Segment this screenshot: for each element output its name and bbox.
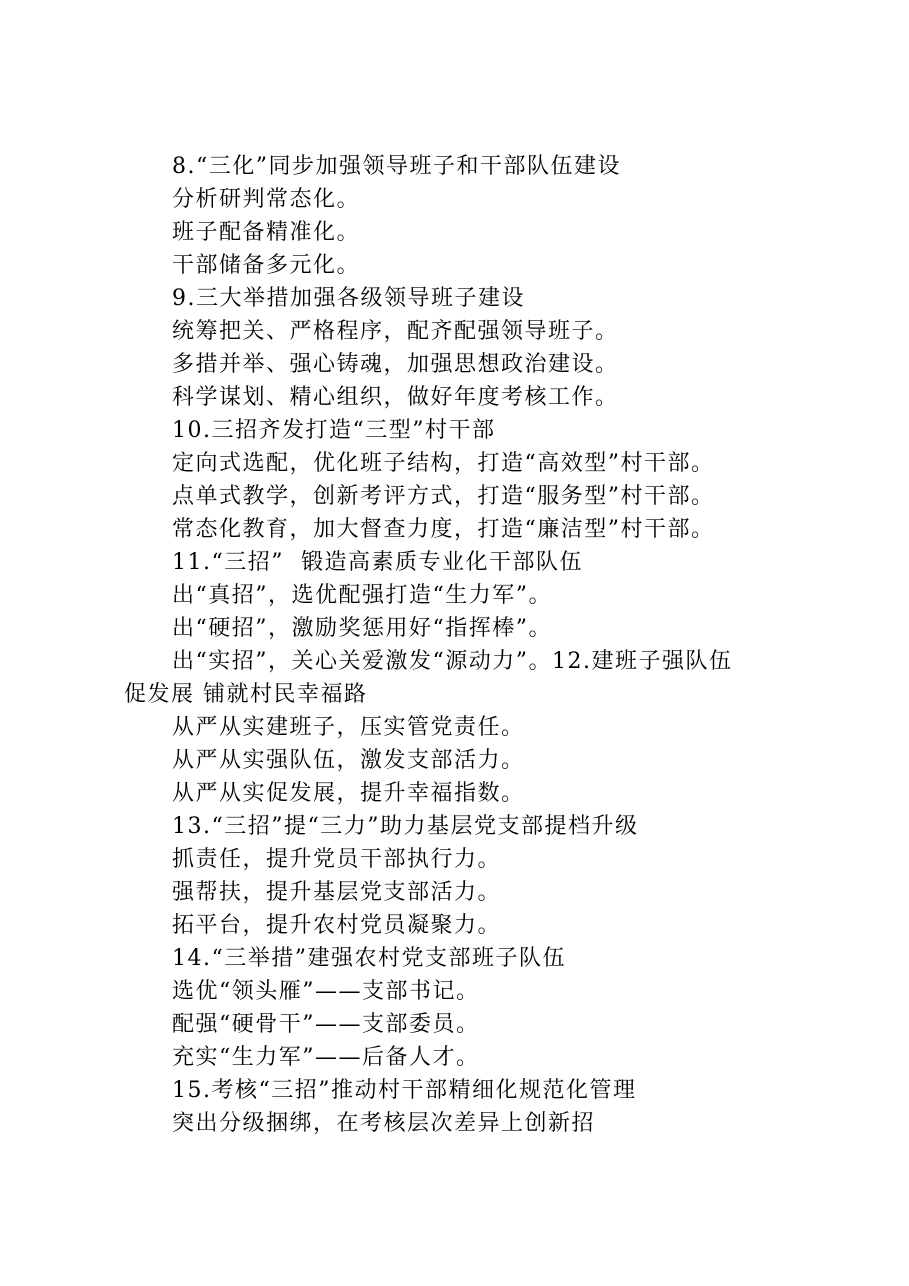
text-line: 定向式选配，优化班子结构，打造“高效型”村干部。 [172, 451, 715, 476]
text-line: 拓平台，提升农村党员凝聚力。 [172, 913, 502, 938]
text-line-with-heading-12: 出“实招”，关心关爱激发“源动力”。12.建班子强队伍 [172, 649, 733, 674]
heading-14: 14.“三举措”建强农村党支部班子队伍 [172, 946, 566, 971]
text-line: 科学谋划、精心组织，做好年度考核工作。 [172, 385, 619, 410]
text-line: 选优“领头雁”——支部书记。 [172, 979, 480, 1004]
text-line: 从严从实强队伍，激发支部活力。 [172, 748, 525, 773]
heading-12-continued: 促发展 铺就村民幸福路 [124, 682, 368, 707]
heading-15: 15.考核“三招”推动村干部精细化规范化管理 [172, 1078, 637, 1103]
heading-13: 13.“三招”提“三力”助力基层党支部提档升级 [172, 814, 639, 839]
heading-9: 9.三大举措加强各级领导班子建设 [172, 286, 525, 311]
text-line: 从严从实促发展，提升幸福指数。 [172, 781, 525, 806]
text-line: 干部储备多元化。 [172, 253, 361, 278]
text-line: 配强“硬骨干”——支部委员。 [172, 1012, 480, 1037]
text-line: 强帮扶，提升基层党支部活力。 [172, 880, 502, 905]
text-line: 多措并举、强心铸魂，加强思想政治建设。 [172, 352, 619, 377]
text-line: 统筹把关、严格程序，配齐配强领导班子。 [172, 319, 619, 344]
text-line: 点单式教学，创新考评方式，打造“服务型”村干部。 [172, 484, 715, 509]
text-line: 出“真招”，选优配强打造“生力军”。 [172, 583, 552, 608]
text-line: 从严从实建班子，压实管党责任。 [172, 715, 525, 740]
document-body [124, 150, 814, 1140]
text-line: 分析研判常态化。 [172, 187, 361, 212]
heading-8: 8.“三化”同步加强领导班子和干部队伍建设 [172, 154, 621, 179]
text-line: 常态化教育，加大督查力度，打造“廉洁型”村干部。 [172, 517, 715, 542]
heading-11: 11.“三招” 锻造高素质专业化干部队伍 [172, 550, 583, 575]
text-line: 出“硬招”，激励奖惩用好“指挥棒”。 [172, 616, 552, 641]
text-line: 班子配备精准化。 [172, 220, 361, 245]
text-line: 充实“生力军”——后备人才。 [172, 1045, 480, 1070]
heading-10: 10.三招齐发打造“三型”村干部 [172, 418, 496, 443]
text-line: 抓责任，提升党员干部执行力。 [172, 847, 502, 872]
text-line: 突出分级捆绑，在考核层次差异上创新招 [172, 1111, 596, 1136]
